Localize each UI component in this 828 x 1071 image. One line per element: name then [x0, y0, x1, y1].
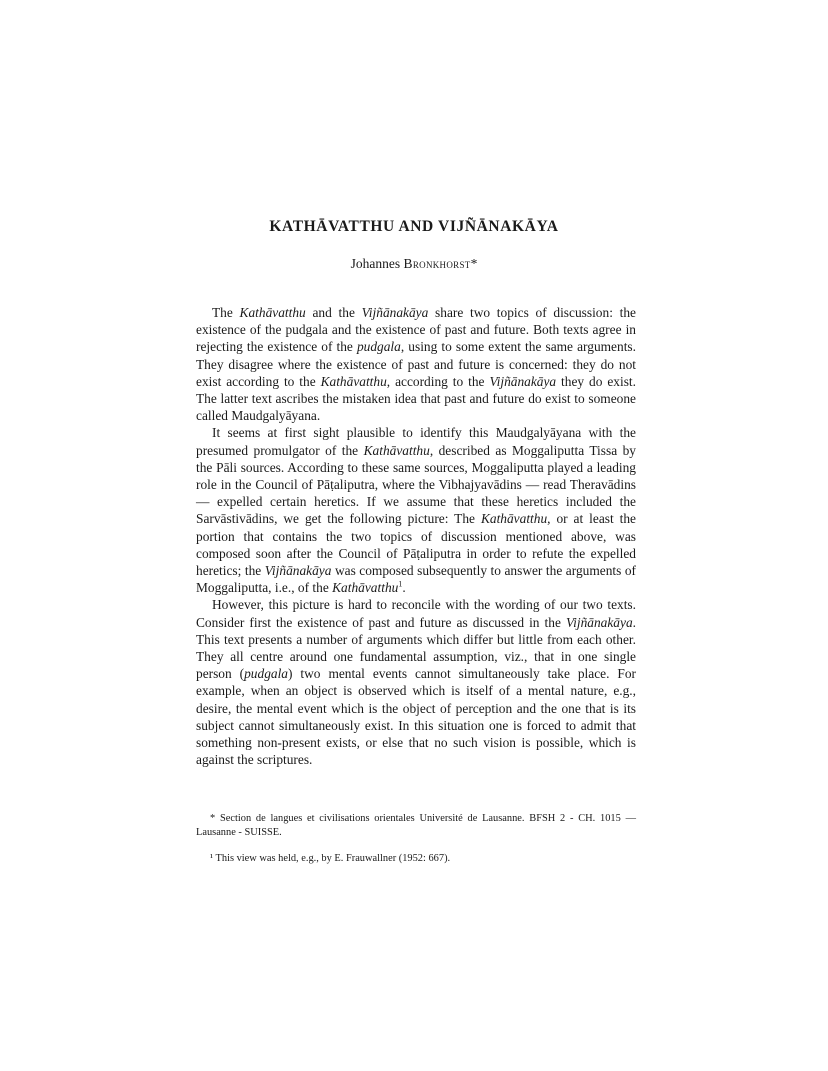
paragraph-2 [196, 424, 636, 596]
author-given-name: Johannes [350, 256, 401, 271]
text-run: they do exist. The latter text ascribes the mistaken idea that past and future do exist to someone called Maudgalyāyana. [196, 373, 636, 424]
body-text [196, 304, 636, 768]
italic-term: Vijñānakāya [489, 373, 557, 389]
text-run: However, this picture is hard to reconcile with the wording of our two texts. Consider first the existence of past and future as discussed in the [196, 597, 636, 630]
text-run: and the [305, 305, 362, 320]
text-run: . [402, 580, 406, 596]
text-run: , described as Moggaliputta Tissa by the Pāli sources. According to these same sources, Moggaliputta played a leading role in the Council of Pāṭaliputra, where the Vibhajyavādins — read Theravādins — expelled certain heretics. If we assume that these heretics included the Sarvāstivādins, we get the following picture: The [196, 442, 636, 527]
text-run: , using to some extent the same arguments. They disagree where the existence of past and future is concerned: they do not exist according to the [196, 339, 636, 389]
text-run: . This text presents a number of arguments which differ but little from each other. They all centre around one fundamental assumption, viz., that in one single person ( [196, 614, 636, 682]
italic-term: Kathāvatthu [363, 442, 430, 458]
italic-term: pudgala [244, 666, 289, 682]
text-run: , or at least the portion that contains the two topics of discussion mentioned above, was composed soon after the Council of Pāṭaliputra in order to refute the expelled heretics; the [196, 511, 636, 579]
text-run: The [212, 305, 240, 320]
author-line [0, 256, 828, 272]
text-run: It seems at first sight plausible to identify this Maudgalyāyana with the presumed promulgator of the [196, 425, 636, 458]
italic-term: Kathāvatthu [239, 305, 306, 320]
article-title: KATHĀVATTHU AND VIJÑĀNAKĀYA [269, 218, 559, 235]
paragraph-3 [196, 596, 636, 768]
italic-term: Vijñānakāya [361, 305, 429, 320]
text-run: share two topics of discussion: the existence of the pudgala and the existence of past and future. Both texts agree in rejecting the existence of the [196, 305, 636, 355]
italic-term: Vijñānakāya [264, 563, 332, 579]
author-family-name: Bronkhorst [403, 256, 471, 271]
paragraph-1 [196, 304, 636, 424]
footnote-1: ¹ This view was held, e.g., by E. Frauwallner (1952: 667). [210, 853, 451, 864]
text-run: was composed subsequently to answer the arguments of Moggaliputta, i.e., of the [196, 563, 636, 596]
author-footnote-mark: * [470, 256, 478, 271]
footnotes [196, 812, 636, 878]
text-run: ) two mental events cannot simultaneously take place. For example, when an object is observed which is itself of a mental nature, e.g., desire, the mental event which is the object of perception and the one that is its subject cannot simultaneously exist. In this situation one is forced to admit that something non-present exists, or else that no such vision is possible, which is against the scriptures. [196, 666, 636, 768]
italic-term: Kathāvatthu [320, 373, 387, 389]
italic-term: Kathāvatthu [480, 511, 548, 527]
italic-term: Kathāvatthu [332, 580, 399, 596]
italic-term: pudgala [356, 339, 401, 355]
footnote-ref: 1 [398, 579, 403, 589]
italic-term: Vijñānakāya [565, 614, 633, 630]
footnote-affiliation: * Section de langues et civilisations orientales Université de Lausanne. BFSH 2 - CH. 1015 — Lausanne - SUISSE. [196, 813, 636, 838]
text-run: , according to the [386, 373, 490, 389]
